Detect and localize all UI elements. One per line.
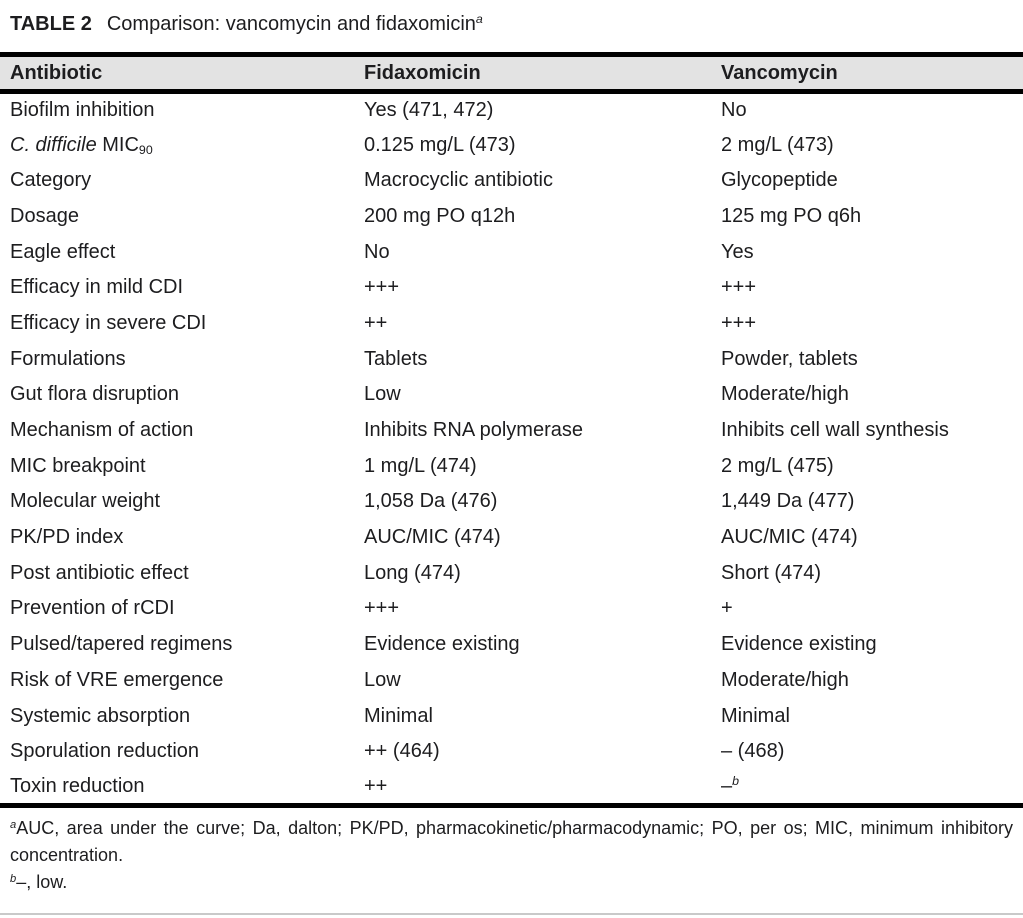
fidaxomicin-cell: Low xyxy=(364,668,401,691)
footnote-a xyxy=(10,815,1013,869)
row-label: Systemic absorption xyxy=(10,704,191,727)
fidaxomicin-cell: Inhibits RNA polymerase xyxy=(364,419,583,442)
table-row xyxy=(0,127,1023,163)
row-label: Toxin reduction xyxy=(10,774,145,797)
table-row xyxy=(0,306,1023,342)
vancomycin-cell: Evidence existing xyxy=(721,633,877,656)
row-label: Risk of VRE emergence xyxy=(10,668,224,691)
table-row xyxy=(0,591,1023,627)
fidaxomicin-cell: Low xyxy=(364,383,401,406)
row-label: C. difficile $MIC_{90}$ xyxy=(10,133,153,157)
vancomycin-cell: Yes xyxy=(721,240,754,263)
table-footnotes xyxy=(0,808,1023,896)
row-label: MIC breakpoint xyxy=(10,454,146,477)
footnote-b xyxy=(10,869,1013,896)
table-row xyxy=(0,413,1023,449)
row-label: Eagle effect xyxy=(10,240,116,263)
comparison-table xyxy=(0,52,1023,808)
table-row xyxy=(0,163,1023,199)
table-row xyxy=(0,698,1023,734)
vancomycin-cell: AUC/MIC (474) xyxy=(721,526,858,549)
vancomycin-cell: – (468) xyxy=(721,740,785,763)
vancomycin-cell: –$^b$ xyxy=(721,773,740,797)
fidaxomicin-cell: +++ xyxy=(364,597,400,620)
row-label: Efficacy in severe CDI xyxy=(10,311,207,334)
fidaxomicin-cell: Evidence existing xyxy=(364,633,520,656)
fidaxomicin-cell: Minimal xyxy=(364,704,433,727)
row-label: Category xyxy=(10,169,92,192)
table-header xyxy=(0,55,1023,92)
table-row xyxy=(0,92,1023,128)
vancomycin-cell: Moderate/high xyxy=(721,383,849,406)
fidaxomicin-cell: Yes (471, 472) xyxy=(364,99,494,122)
row-label: Biofilm inhibition xyxy=(10,99,155,122)
fidaxomicin-cell: ++ xyxy=(364,774,388,797)
table-row xyxy=(0,555,1023,591)
vancomycin-cell: Short (474) xyxy=(721,561,822,584)
vancomycin-cell: +++ xyxy=(721,311,757,334)
table-body xyxy=(0,92,1023,806)
fidaxomicin-cell: 0.125 mg/L (473) xyxy=(364,133,516,156)
footnote-b-text: –, low. xyxy=(16,871,68,892)
table-caption xyxy=(0,0,1023,37)
table-row xyxy=(0,341,1023,377)
table-row xyxy=(0,448,1023,484)
table-row xyxy=(0,377,1023,413)
fidaxomicin-cell: Macrocyclic antibiotic xyxy=(364,169,553,192)
row-label: Mechanism of action xyxy=(10,419,194,442)
bottom-divider xyxy=(0,913,1023,915)
vancomycin-cell: 2 mg/L (473) xyxy=(721,133,834,156)
footnote-a-marker: a xyxy=(10,818,17,831)
row-label: Prevention of rCDI xyxy=(10,597,175,620)
table-row xyxy=(0,199,1023,235)
table-caption-label: TABLE 2 xyxy=(10,13,92,35)
caption-footnote-marker: a xyxy=(475,12,483,27)
row-label: Molecular weight xyxy=(10,490,161,513)
fidaxomicin-cell: ++ (464) xyxy=(364,740,440,763)
row-label: Formulations xyxy=(10,347,126,370)
vancomycin-cell: Moderate/high xyxy=(721,668,849,691)
fidaxomicin-cell: +++ xyxy=(364,276,400,299)
fidaxomicin-cell: No xyxy=(364,240,390,263)
table-row xyxy=(0,770,1023,806)
column-header-fidaxomicin: Fidaxomicin xyxy=(364,55,721,92)
vancomycin-cell: Glycopeptide xyxy=(721,169,838,192)
vancomycin-cell: 125 mg PO q6h xyxy=(721,204,862,227)
row-label: Pulsed/tapered regimens xyxy=(10,633,233,656)
vancomycin-cell: Minimal xyxy=(721,704,790,727)
fidaxomicin-cell: Long (474) xyxy=(364,561,461,584)
vancomycin-cell: Inhibits cell wall synthesis xyxy=(721,419,949,442)
table-row xyxy=(0,484,1023,520)
fidaxomicin-cell: Tablets xyxy=(364,347,428,370)
table-row xyxy=(0,663,1023,699)
table-row xyxy=(0,270,1023,306)
table-header-row xyxy=(0,55,1023,92)
fidaxomicin-cell: 1,058 Da (476) xyxy=(364,490,498,513)
row-label: Efficacy in mild CDI xyxy=(10,276,184,299)
table-row xyxy=(0,520,1023,556)
vancomycin-cell: 1,449 Da (477) xyxy=(721,490,855,513)
column-header-antibiotic: Antibiotic xyxy=(0,55,364,92)
fidaxomicin-cell: ++ xyxy=(364,311,388,334)
fidaxomicin-cell: AUC/MIC (474) xyxy=(364,526,501,549)
fidaxomicin-cell: 200 mg PO q12h xyxy=(364,204,516,227)
table-row xyxy=(0,234,1023,270)
footnote-a-text: AUC, area under the curve; Da, dalton; PK/PD, pharmacokinetic/pharmacodynamic; PO, per os; MIC, minimum inhibitory concentration. xyxy=(10,817,1013,865)
vancomycin-cell: + xyxy=(721,597,733,620)
fidaxomicin-cell: 1 mg/L (474) xyxy=(364,454,477,477)
column-header-vancomycin: Vancomycin xyxy=(721,55,1023,92)
vancomycin-cell: Powder, tablets xyxy=(721,347,858,370)
vancomycin-cell: No xyxy=(721,99,747,122)
row-label: PK/PD index xyxy=(10,526,124,549)
row-label: Sporulation reduction xyxy=(10,740,200,763)
vancomycin-cell: 2 mg/L (475) xyxy=(721,454,834,477)
footnote-b-marker: b xyxy=(10,872,17,885)
table-row xyxy=(0,734,1023,770)
row-label: Post antibiotic effect xyxy=(10,561,189,584)
table-row xyxy=(0,627,1023,663)
table-caption-text xyxy=(107,13,483,35)
row-label: Gut flora disruption xyxy=(10,383,179,406)
row-label: Dosage xyxy=(10,204,79,227)
table-caption-main-text: Comparison: vancomycin and fidaxomicin xyxy=(106,13,476,35)
vancomycin-cell: +++ xyxy=(721,276,757,299)
